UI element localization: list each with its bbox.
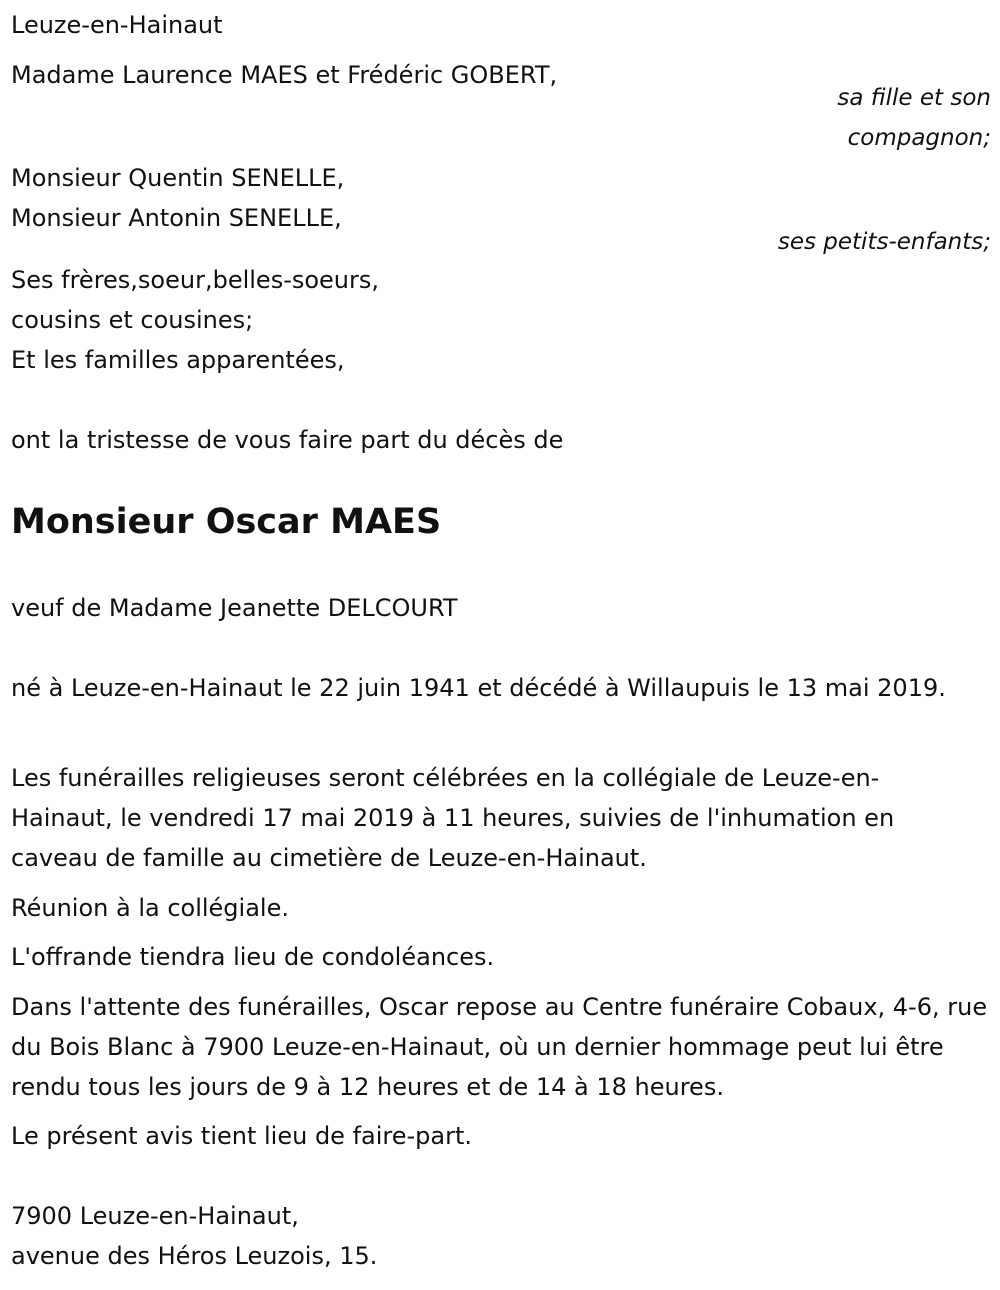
siblings-line-2: cousins et cousines;	[11, 306, 254, 334]
deceased-name: Monsieur Oscar MAES	[11, 502, 442, 542]
place-heading: Leuze-en-Hainaut	[11, 11, 223, 39]
widower-of: veuf de Madame Jeanette DELCOURT	[11, 594, 458, 622]
address-line-1: 7900 Leuze-en-Hainaut,	[11, 1202, 299, 1230]
meeting-text: Réunion à la collégiale.	[11, 894, 289, 922]
siblings-line-1: Ses frères,soeur,belles-soeurs,	[11, 266, 380, 294]
birth-death-text: né à Leuze-en-Hainaut le 22 juin 1941 et décédé à Willaupuis le 13 mai 2019.	[11, 674, 946, 702]
daughter-line: Madame Laurence MAES et Frédéric GOBERT,	[11, 61, 558, 89]
viewing-text: Dans l'attente des funérailles, Oscar repose au Centre funéraire Cobaux, 4-6, rue du Bois Blanc à 7900 Leuze-en-Hainaut, où un dernier hommage peut lui être rendu tous les jours de 9 à 12 heures et de 14 à 18 heures.	[11, 993, 988, 1101]
daughter-relation-2: compagnon;	[847, 125, 991, 151]
siblings-line-3: Et les familles apparentées,	[11, 346, 345, 374]
funeral-text: Les funérailles religieuses seront célébrées en la collégiale de Leuze-en-Hainaut, le vendredi 17 mai 2019 à 11 heures, suivies de l'inhumation en caveau de famille au cimetière de Leuze-en-Hainaut.	[11, 764, 895, 872]
grandchildren-relation: ses petits-enfants;	[777, 229, 991, 255]
notice-text: Le présent avis tient lieu de faire-part.	[11, 1122, 473, 1150]
announcement-text: ont la tristesse de vous faire part du décès de	[11, 426, 564, 454]
grandchild-2: Monsieur Antonin SENELLE,	[11, 204, 342, 232]
daughter-relation-1: sa fille et son	[837, 85, 991, 111]
grandchild-1: Monsieur Quentin SENELLE,	[11, 164, 345, 192]
address-line-2: avenue des Héros Leuzois, 15.	[11, 1242, 378, 1270]
offering-text: L'offrande tiendra lieu de condoléances.	[11, 943, 495, 971]
